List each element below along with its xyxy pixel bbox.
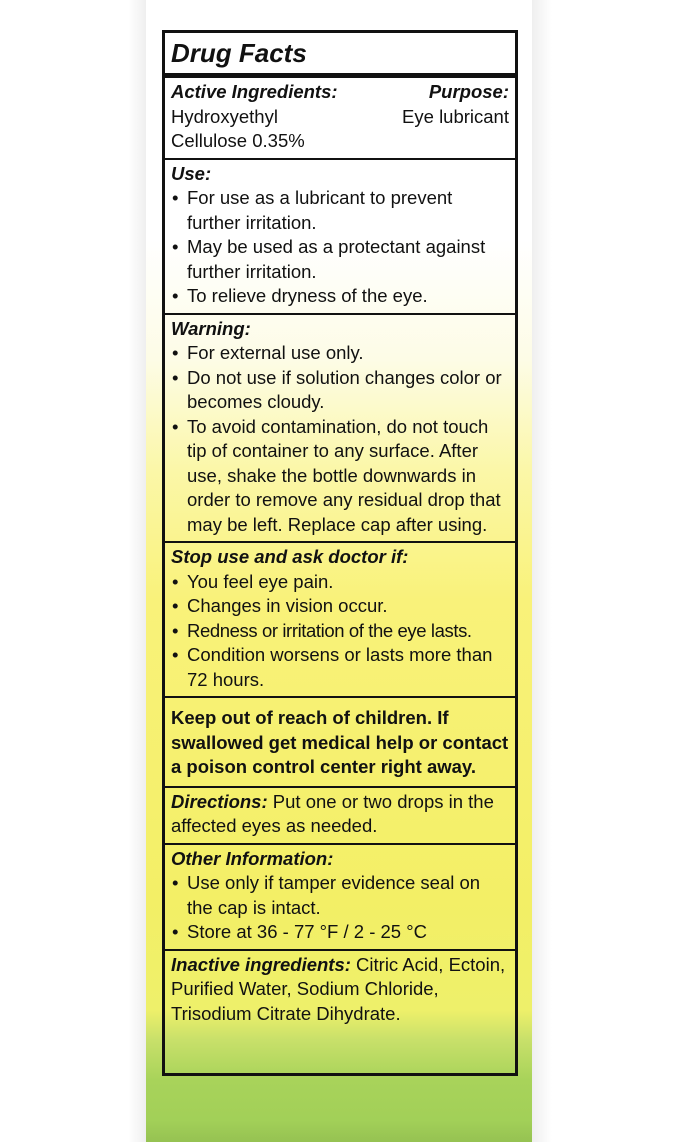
- package-bottom-edge: [146, 1120, 532, 1142]
- directions-text: Put one or two drops in the affected eyes as needed.: [171, 790, 494, 836]
- purpose-value: Eye lubricant: [402, 105, 509, 127]
- other-information-section: [165, 845, 515, 951]
- drug-facts-panel: [162, 30, 518, 1076]
- use-item: • For use as a lubricant to prevent further irritation.: [171, 186, 509, 235]
- keep-out-warning: Keep out of reach of children. If swallowed get medical help or contact a poison control center right away.: [171, 707, 509, 777]
- active-ingredients-row: [171, 105, 509, 154]
- inactive-ingredients-text: Citric Acid, Ectoin, Purified Water, Sodium Chloride, Trisodium Citrate Dihydrate.: [171, 953, 506, 1024]
- other-information-heading: Other Information:: [171, 847, 334, 869]
- purpose-heading: Purpose:: [428, 81, 509, 102]
- keep-out-section: [165, 698, 515, 788]
- use-item: • May be used as a protectant against further irritation.: [171, 235, 509, 284]
- warning-item: • To avoid contamination, do not touch tip of container to any surface. After use, shake the bottle downwards in order to remove any residual drop that may be left. Replace cap after using.: [171, 415, 509, 538]
- active-ingredients-heading: Active Ingredients:: [171, 81, 338, 102]
- active-ingredients-section: [165, 78, 515, 160]
- stop-use-heading: Stop use and ask doctor if:: [171, 546, 409, 567]
- other-information-item: • Use only if tamper evidence seal on the cap is intact.: [171, 871, 509, 920]
- box-shadow-left: [128, 0, 148, 1142]
- warning-list: [171, 341, 509, 537]
- active-ingredient: [171, 105, 371, 154]
- stop-use-item: • You feel eye pain.: [171, 570, 509, 595]
- other-information-item: • Store at 36 - 77 °F / 2 - 25 °C: [171, 920, 509, 945]
- warning-item: • Do not use if solution changes color or becomes cloudy.: [171, 366, 509, 415]
- directions-section: [165, 788, 515, 845]
- box-shadow-right: [530, 0, 552, 1142]
- use-item: • To relieve dryness of the eye.: [171, 284, 509, 309]
- warning-heading: Warning:: [171, 317, 251, 339]
- inactive-ingredients-section: [165, 951, 515, 1031]
- inactive-ingredients-heading: Inactive ingredients:: [171, 953, 351, 975]
- active-ingredient-name: Hydroxyethyl: [171, 105, 278, 127]
- use-section: [165, 160, 515, 315]
- warning-section: [165, 315, 515, 544]
- directions-heading: Directions:: [171, 790, 268, 812]
- stop-use-item: • Changes in vision occur.: [171, 594, 509, 619]
- stop-use-item: • Redness or irritation of the eye lasts.: [171, 619, 509, 644]
- drug-facts-title: Drug Facts: [165, 33, 515, 78]
- active-ingredient-strength: Cellulose 0.35%: [171, 130, 305, 151]
- other-information-list: [171, 871, 509, 945]
- stop-use-item: • Condition worsens or lasts more than 72 hours.: [171, 643, 509, 692]
- use-list: [171, 186, 509, 309]
- warning-item: • For external use only.: [171, 341, 509, 366]
- use-heading: Use:: [171, 162, 212, 184]
- active-ingredients-header-row: [171, 80, 509, 105]
- stop-use-list: [171, 570, 509, 693]
- stop-use-section: [165, 543, 515, 698]
